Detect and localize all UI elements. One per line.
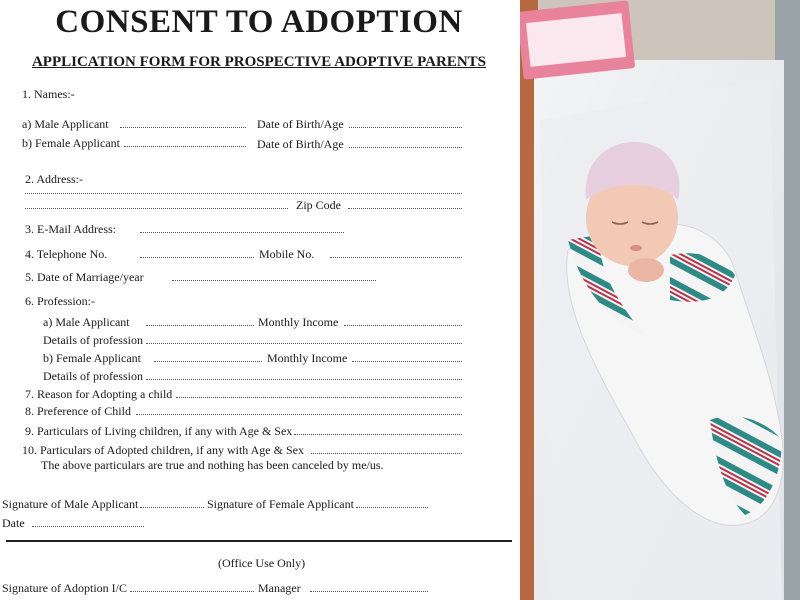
address-line-1[interactable] xyxy=(25,193,462,194)
q6b-details-label: Details of profession xyxy=(43,369,143,383)
q1b-field[interactable] xyxy=(124,146,246,147)
q6a-field[interactable] xyxy=(146,325,254,326)
office-use-label: (Office Use Only) xyxy=(218,556,306,570)
q2-label: 2. Address:- xyxy=(25,172,83,186)
q6b-details-field[interactable] xyxy=(146,379,462,380)
q3-label: 3. E-Mail Address: xyxy=(25,222,116,236)
q8-label: 8. Preference of Child xyxy=(25,404,131,418)
email-field[interactable] xyxy=(140,232,344,233)
q6b-field[interactable] xyxy=(154,361,262,362)
zip-field[interactable] xyxy=(348,208,462,209)
date-field[interactable] xyxy=(32,526,144,527)
declaration-text: The above particulars are true and nothing has been canceled by me/us. xyxy=(41,458,384,472)
sig-female-field[interactable] xyxy=(356,507,428,508)
manager-field[interactable] xyxy=(310,591,428,592)
q4-label: 4. Telephone No. xyxy=(25,247,108,261)
q1b-dob-label: Date of Birth/Age xyxy=(257,137,344,151)
sig-adoption-label: Signature of Adoption I/C xyxy=(2,581,127,595)
q6b-label: b) Female Applicant xyxy=(43,351,141,365)
sig-male-field[interactable] xyxy=(140,507,204,508)
form-title: CONSENT TO ADOPTION xyxy=(55,4,463,40)
q6b-income-label: Monthly Income xyxy=(267,351,348,365)
q1a-label: a) Male Applicant xyxy=(22,117,109,131)
q5-label: 5. Date of Marriage/year xyxy=(25,270,144,284)
manager-label: Manager xyxy=(258,581,301,595)
q1b-dob-field[interactable] xyxy=(349,147,462,148)
bassinet-name-card xyxy=(520,0,635,79)
newborn-illustration xyxy=(520,0,800,600)
sig-male-label: Signature of Male Applicant xyxy=(2,497,139,511)
newborn-photo xyxy=(520,0,800,600)
date-label: Date xyxy=(2,516,25,530)
q9-label: 9. Particulars of Living children, if any with Age & Sex xyxy=(25,424,293,438)
baby-mouth xyxy=(630,245,642,251)
q6-label: 6. Profession:- xyxy=(25,294,95,308)
form-subtitle xyxy=(0,54,518,71)
form-subtitle-text: APPLICATION FORM FOR PROSPECTIVE ADOPTIVE PARENTS xyxy=(31,54,487,70)
q6a-details-field[interactable] xyxy=(146,343,462,344)
q8-field[interactable] xyxy=(136,414,462,415)
q1a-dob-label: Date of Birth/Age xyxy=(257,117,344,131)
zip-label: Zip Code xyxy=(296,198,341,212)
sig-female-label: Signature of Female Applicant xyxy=(207,497,354,511)
q6a-details-label: Details of profession xyxy=(43,333,143,347)
q6a-income-field[interactable] xyxy=(344,325,462,326)
mobile-field[interactable] xyxy=(330,257,462,258)
q10-field[interactable] xyxy=(311,453,462,454)
q10-label: 10. Particulars of Adopted children, if any with Age & Sex xyxy=(22,443,304,457)
q1b-label: b) Female Applicant xyxy=(22,136,120,150)
telephone-field[interactable] xyxy=(140,257,254,258)
q1a-dob-field[interactable] xyxy=(349,127,462,128)
q6b-income-field[interactable] xyxy=(352,361,462,362)
q7-label: 7. Reason for Adopting a child xyxy=(25,387,173,401)
q4-mobile-label: Mobile No. xyxy=(259,247,315,261)
marriage-date-field[interactable] xyxy=(172,280,376,281)
baby-hand xyxy=(628,258,664,282)
q1a-field[interactable] xyxy=(120,127,246,128)
q6a-label: a) Male Applicant xyxy=(43,315,130,329)
q1-label: 1. Names:- xyxy=(22,87,75,101)
office-divider xyxy=(6,540,512,542)
q9-field[interactable] xyxy=(294,434,462,435)
address-line-2[interactable] xyxy=(25,208,288,209)
q6a-income-label: Monthly Income xyxy=(258,315,339,329)
sig-adoption-field[interactable] xyxy=(130,591,254,592)
q7-field[interactable] xyxy=(176,397,462,398)
